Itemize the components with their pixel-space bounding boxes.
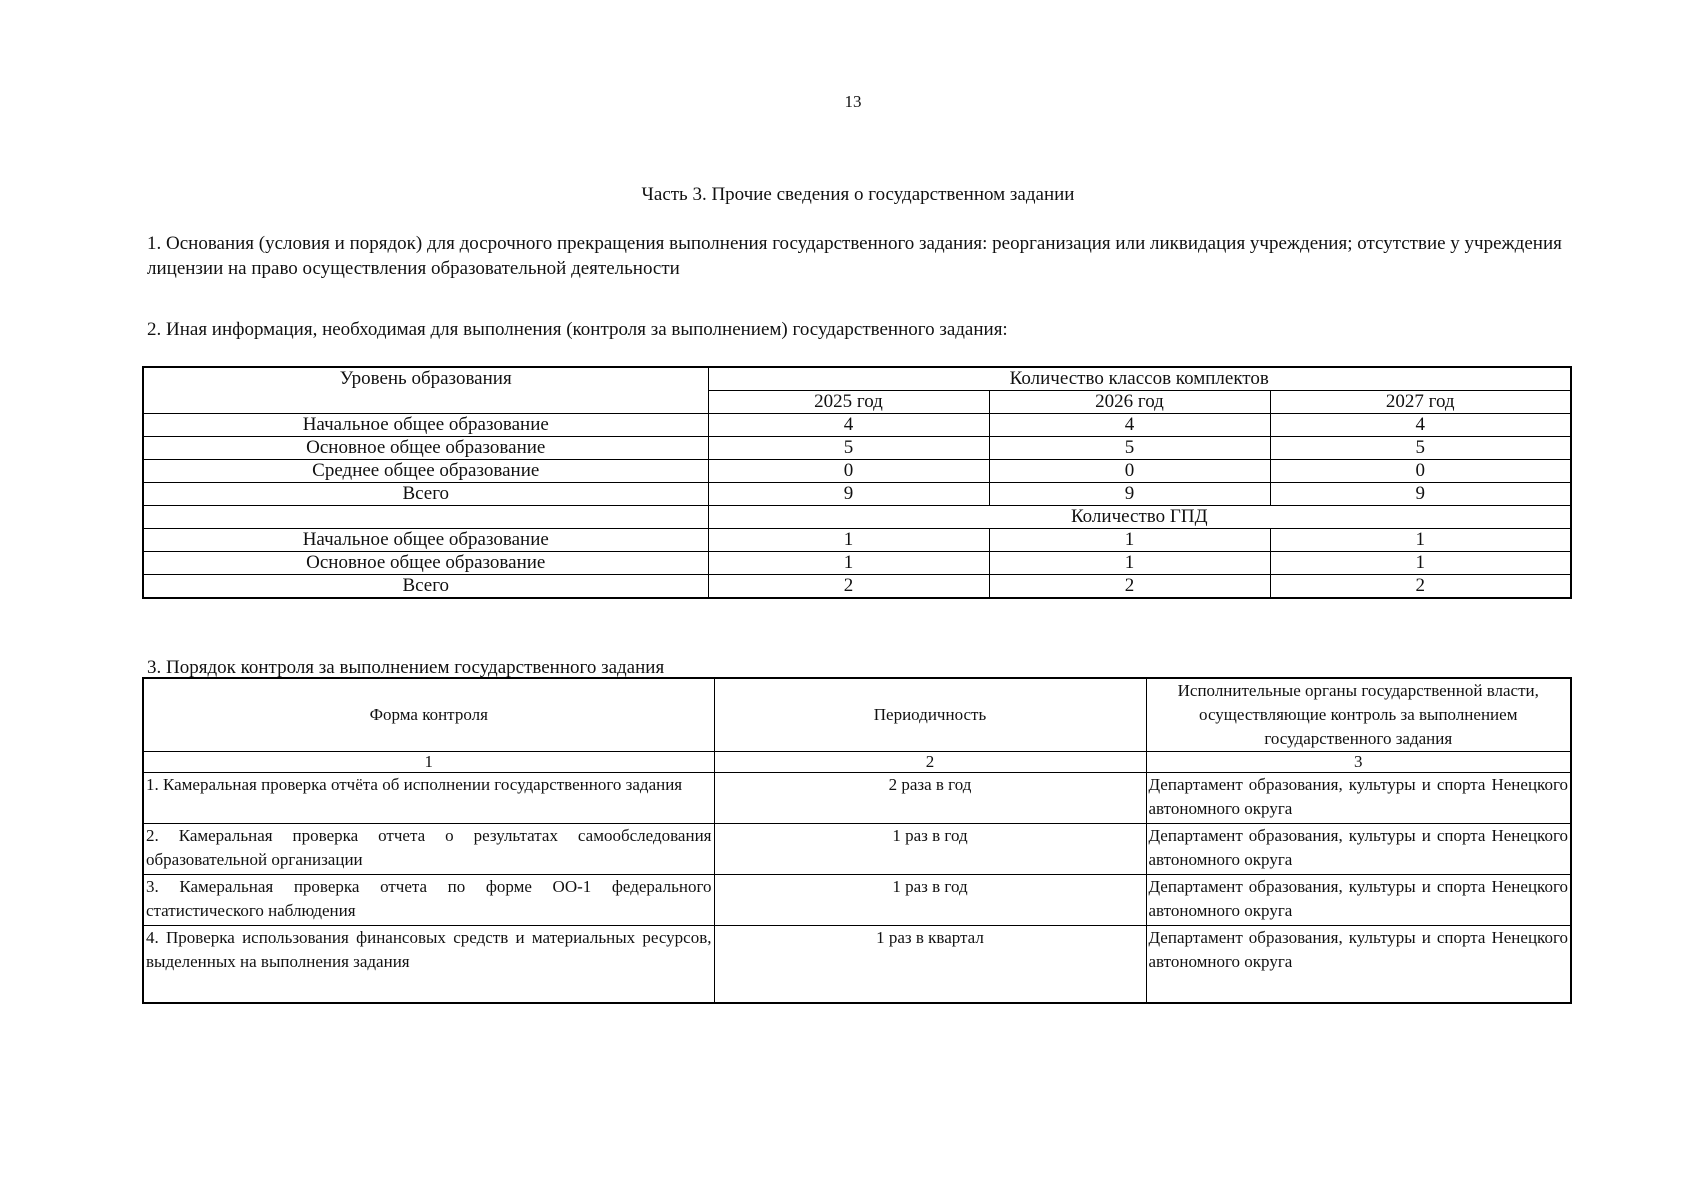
table-row — [143, 824, 1571, 875]
table-header-row — [143, 367, 1571, 391]
table-row — [143, 575, 1571, 599]
value-cell: 4 — [1270, 414, 1571, 437]
year-header: 2026 год — [989, 391, 1270, 414]
authority-cell: Департамент образования, культуры и спорта Ненецкого автономного округа — [1146, 875, 1571, 926]
value-cell: 1 — [1270, 529, 1571, 552]
education-level-cell: Основное общее образование — [143, 552, 708, 575]
column-number: 2 — [714, 752, 1146, 773]
value-cell: 2 — [708, 575, 989, 599]
value-cell: 9 — [708, 483, 989, 506]
class-count-table — [142, 366, 1572, 599]
education-level-cell: Начальное общее образование — [143, 414, 708, 437]
section3-heading: 3. Порядок контроля за выполнением государственного задания — [147, 657, 665, 678]
value-cell: 1 — [708, 552, 989, 575]
education-level-cell: Основное общее образование — [143, 437, 708, 460]
value-cell: 4 — [989, 414, 1270, 437]
table-row — [143, 414, 1571, 437]
value-cell: 0 — [1270, 460, 1571, 483]
education-level-cell: Начальное общее образование — [143, 529, 708, 552]
periodicity-header: Периодичность — [714, 678, 1146, 752]
periodicity-cell: 1 раз в год — [714, 875, 1146, 926]
table-row — [143, 875, 1571, 926]
value-cell: 1 — [1270, 552, 1571, 575]
part-title: Часть 3. Прочие сведения о государственном задании — [641, 184, 1075, 205]
education-level-cell: Среднее общее образование — [143, 460, 708, 483]
page-number: 13 — [844, 92, 862, 111]
gpd-header-row — [143, 506, 1571, 529]
column-number: 3 — [1146, 752, 1571, 773]
section2-heading: 2. Иная информация, необходимая для выполнения (контроля за выполнением) государственного задания: — [147, 319, 1008, 340]
periodicity-cell: 1 раз в квартал — [714, 926, 1146, 1004]
table-row — [143, 773, 1571, 824]
table-row — [143, 552, 1571, 575]
year-header: 2027 год — [1270, 391, 1571, 414]
education-level-cell: Всего — [143, 575, 708, 599]
classes-count-header: Количество классов комплектов — [708, 367, 1571, 391]
column-number-row — [143, 752, 1571, 773]
value-cell: 5 — [989, 437, 1270, 460]
control-form-cell: 4. Проверка использования финансовых средств и материальных ресурсов, выделенных на выполнения задания — [143, 926, 714, 1004]
year-header: 2025 год — [708, 391, 989, 414]
table-row — [143, 926, 1571, 1004]
education-level-header: Уровень образования — [143, 367, 708, 414]
gpd-count-header: Количество ГПД — [708, 506, 1571, 529]
table-row — [143, 529, 1571, 552]
table-header-row — [143, 678, 1571, 752]
table-row — [143, 437, 1571, 460]
value-cell: 9 — [989, 483, 1270, 506]
value-cell: 5 — [1270, 437, 1571, 460]
empty-cell — [143, 506, 708, 529]
authority-cell: Департамент образования, культуры и спорта Ненецкого автономного округа — [1146, 773, 1571, 824]
value-cell: 5 — [708, 437, 989, 460]
authority-cell: Департамент образования, культуры и спорта Ненецкого автономного округа — [1146, 824, 1571, 875]
periodicity-cell: 2 раза в год — [714, 773, 1146, 824]
control-form-cell: 3. Камеральная проверка отчета по форме ОО-1 федерального статистического наблюдения — [143, 875, 714, 926]
value-cell: 1 — [708, 529, 989, 552]
value-cell: 4 — [708, 414, 989, 437]
control-table — [142, 677, 1572, 1004]
value-cell: 0 — [708, 460, 989, 483]
value-cell: 9 — [1270, 483, 1571, 506]
value-cell: 1 — [989, 529, 1270, 552]
control-form-cell: 2. Камеральная проверка отчета о результатах самообследования образовательной организации — [143, 824, 714, 875]
authorities-header: Исполнительные органы государственной власти, осуществляющие контроль за выполнением государственного задания — [1146, 678, 1571, 752]
education-level-cell: Всего — [143, 483, 708, 506]
column-number: 1 — [143, 752, 714, 773]
periodicity-cell: 1 раз в год — [714, 824, 1146, 875]
table-row — [143, 460, 1571, 483]
authority-cell: Департамент образования, культуры и спорта Ненецкого автономного округа — [1146, 926, 1571, 1004]
value-cell: 0 — [989, 460, 1270, 483]
control-form-cell: 1. Камеральная проверка отчёта об исполнении государственного задания — [143, 773, 714, 824]
value-cell: 2 — [989, 575, 1270, 599]
value-cell: 1 — [989, 552, 1270, 575]
value-cell: 2 — [1270, 575, 1571, 599]
table-row — [143, 483, 1571, 506]
section1-text: 1. Основания (условия и порядок) для досрочного прекращения выполнения государственного задания: реорганизация или ликвидация учреждения; отсутствие у учреждения лицензии на право осуществления образовательной деятельности — [147, 233, 1562, 279]
control-form-header: Форма контроля — [143, 678, 714, 752]
